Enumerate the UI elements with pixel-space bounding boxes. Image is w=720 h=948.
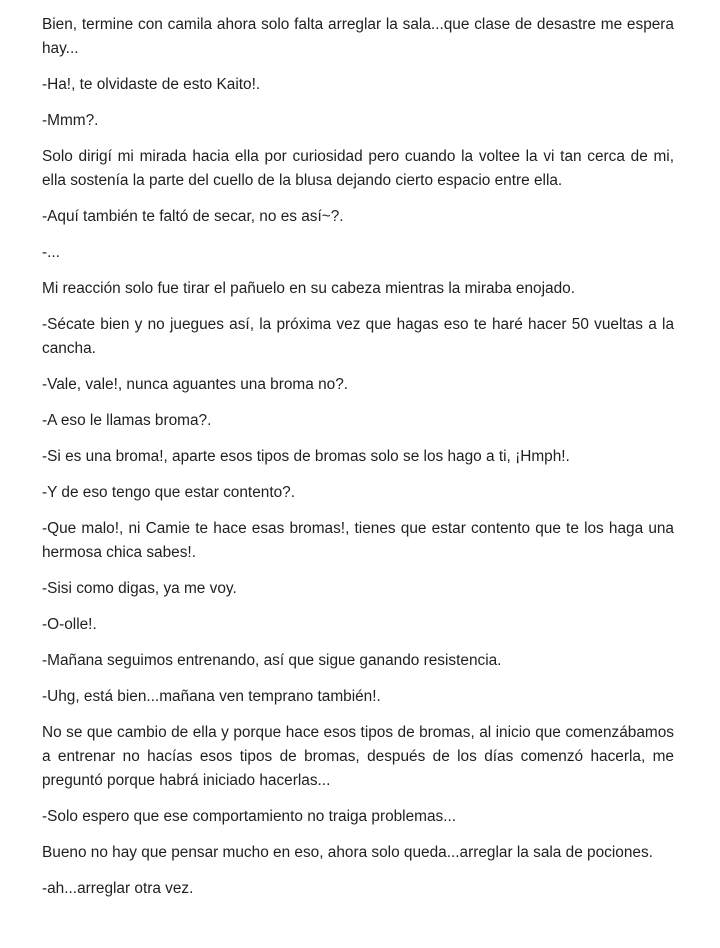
- paragraph: -Aquí también te faltó de secar, no es así~?.: [42, 208, 344, 225]
- paragraph: -Ha!, te olvidaste de esto Kaito!.: [42, 76, 261, 93]
- paragraph: Bueno no hay que pensar mucho en eso, ahora solo queda...arreglar la sala de pociones.: [42, 844, 653, 861]
- paragraph: Mi reacción solo fue tirar el pañuelo en su cabeza mientras la miraba enojado.: [42, 280, 575, 297]
- document-body: [42, 13, 674, 913]
- paragraph: -Mañana seguimos entrenando, así que sigue ganando resistencia.: [42, 652, 502, 669]
- paragraph: -Si es una broma!, aparte esos tipos de bromas solo se los hago a ti, ¡Hmph!.: [42, 448, 570, 465]
- paragraph: -Y de eso tengo que estar contento?.: [42, 484, 295, 501]
- paragraph: -Uhg, está bien...mañana ven temprano también!.: [42, 688, 381, 705]
- paragraph: -A eso le llamas broma?.: [42, 412, 212, 429]
- paragraph: -Mmm?.: [42, 112, 99, 129]
- paragraph: -O-olle!.: [42, 616, 97, 633]
- paragraph: -Que malo!, ni Camie te hace esas bromas!, tienes que estar contento que te los haga una hermosa chica sabes!.: [42, 520, 674, 561]
- paragraph: No se que cambio de ella y porque hace esos tipos de bromas, al inicio que comenzábamos a entrenar no hacías esos tipos de bromas, después de los días comenzó hacerla, me preguntó porque habrá iniciado hacerlas...: [42, 724, 674, 789]
- paragraph: -Solo espero que ese comportamiento no traiga problemas...: [42, 808, 457, 825]
- paragraph: Solo dirigí mi mirada hacia ella por curiosidad pero cuando la voltee la vi tan cerca de mi, ella sostenía la parte del cuello de la blusa dejando cierto espacio entre ella.: [42, 148, 674, 189]
- paragraph: -Vale, vale!, nunca aguantes una broma no?.: [42, 376, 349, 393]
- paragraph: -ah...arreglar otra vez.: [42, 880, 194, 897]
- paragraph: -Sécate bien y no juegues así, la próxima vez que hagas eso te haré hacer 50 vueltas a la cancha.: [42, 316, 674, 357]
- paragraph: -Sisi como digas, ya me voy.: [42, 580, 237, 597]
- paragraph: Bien, termine con camila ahora solo falta arreglar la sala...que clase de desastre me espera hay...: [42, 16, 674, 57]
- paragraph: -...: [42, 244, 60, 261]
